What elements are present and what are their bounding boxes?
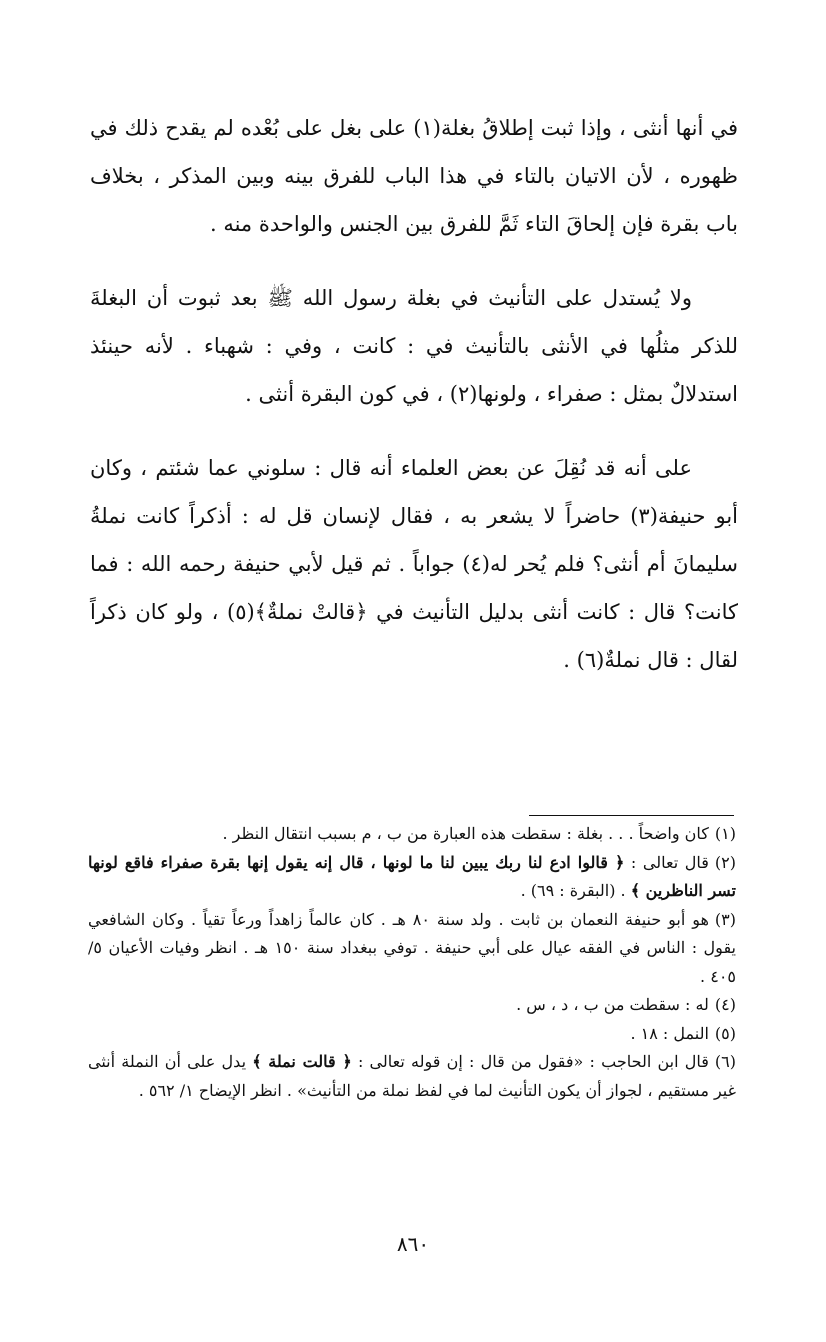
footnote-number: (٦) bbox=[714, 1052, 736, 1071]
footnote-4 bbox=[88, 991, 736, 1020]
footnote-5 bbox=[88, 1020, 736, 1049]
footnote-text: هو أبو حنيفة النعمان بن ثابت . ولد سنة ٨٠ هـ . كان عالماً زاهداً ورعاً تقياً . وكان الشافعي يقول : الناس في الفقه عيال على أبي حنيفة . توفي ببغداد سنة ١٥٠ هـ . انظر وفيات الأعيان ٥/ ٤٠٥ . bbox=[88, 909, 736, 986]
footnote-text: كان واضحاً . . . بغلة : سقطت هذه العبارة من ب ، م بسبب انتقال النظر . bbox=[222, 824, 709, 843]
quran-quote: ﴿ قالوا ادع لنا ربك يبين لنا ما لونها ، قال إنه يقول إنها بقرة صفراء فاقع لونها تسر الناظرين ﴾ bbox=[88, 852, 736, 900]
footnote-number: (٥) bbox=[714, 1023, 736, 1043]
main-text bbox=[90, 104, 738, 710]
footnote-number: (٢) bbox=[714, 852, 736, 872]
footnote-text: قال ابن الحاجب : «فقول من قال : إن قوله تعالى : bbox=[351, 1052, 709, 1071]
footnote-text: النمل : ١٨ . bbox=[630, 1023, 709, 1043]
footnote-text-end: يدل على أن النملة أنثى غير مستقيم ، لجواز أن يكون التأنيث لما في لفظ نملة من التأنيث» . انظر الإيضاح ١/ ٥٦٢ . bbox=[88, 1052, 736, 1100]
footnote-6 bbox=[88, 1048, 736, 1105]
footnote-number: (١) bbox=[714, 824, 736, 843]
footnote-separator bbox=[529, 815, 734, 816]
footnote-3 bbox=[88, 906, 736, 992]
footnotes bbox=[88, 820, 736, 1105]
footnote-2 bbox=[88, 849, 736, 906]
page-number: ٨٦٠ bbox=[396, 1232, 430, 1256]
quran-quote: ﴿ قالت نملة ﴾ bbox=[252, 1052, 352, 1071]
footnote-text: له : سقطت من ب ، د ، س . bbox=[516, 995, 709, 1014]
footnote-1 bbox=[88, 820, 736, 849]
footnote-number: (٣) bbox=[714, 909, 737, 929]
paragraph-1: في أنها أنثى ، وإذا ثبت إطلاقُ بغلة(١) على بغل على بُعْده لم يقدح ذلك في ظهوره ، لأن الاتيان بالتاء في هذا الباب للفرق بينه وبين المذكر ، بخلاف باب بقرة فإن إلحاقَ التاء ثَمَّ للفرق بين الجنس والواحدة منه . bbox=[90, 116, 738, 236]
footnote-text: قال تعالى : bbox=[624, 852, 709, 872]
footnote-number: (٤) bbox=[714, 995, 736, 1014]
paragraph-2: ولا يُستدل على التأنيث في بغلة رسول الله ﷺ بعد ثبوت أن البغلةَ للذكر مثلُها في الأنثى بالتأنيث في : كانت ، وفي : شهباء . لأنه حينئذ استدلالٌ بمثل : صفراء ، ولونها(٢) ، في كون البقرة أنثى . bbox=[90, 286, 738, 406]
paragraph-3: على أنه قد نُقِلَ عن بعض العلماء أنه قال : سلوني عما شئتم ، وكان أبو حنيفة(٣) حاضراً لا يشعر به ، فقال لإنسان قل له : أذكراً كانت نملةُ سليمانَ أم أنثى؟ فلم يُحر له(٤) جواباً . ثم قيل لأبي حنيفة رحمه الله : فما كانت؟ قال : كانت أنثى بدليل التأنيث في ﴿قالتْ نملةٌ﴾(٥) ، ولو كان ذكراً لقال : قال نملةٌ(٦) . bbox=[90, 456, 739, 672]
footnote-text-end: . (البقرة : ٦٩) . bbox=[520, 881, 631, 900]
